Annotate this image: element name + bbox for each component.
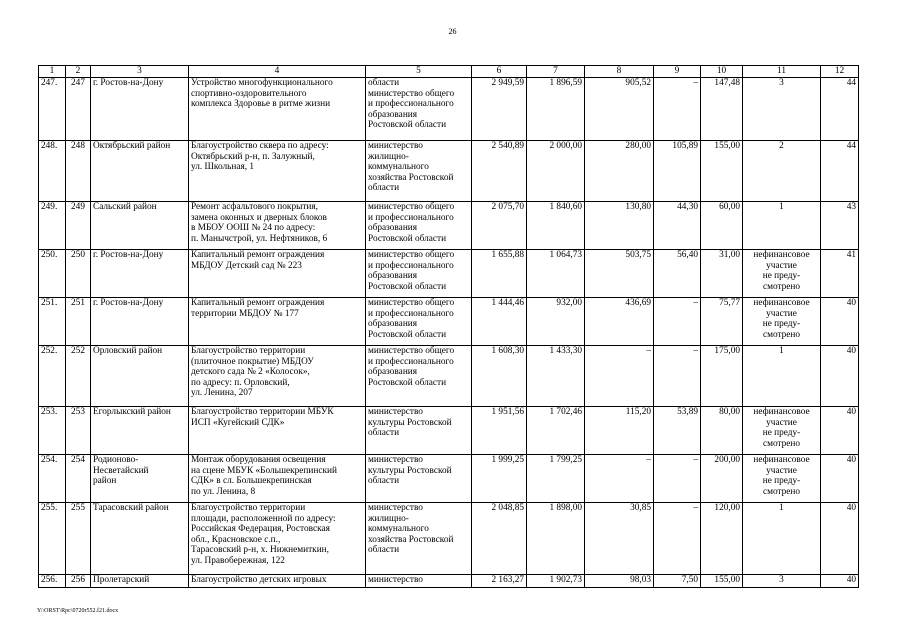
participation-cell: 1	[743, 202, 821, 250]
participation-cell: 2	[743, 141, 821, 202]
amount-local-cell: 436,69	[585, 298, 654, 346]
participation-cell: нефинансовое участие не преду- смотрено	[743, 455, 821, 503]
table-row	[39, 503, 859, 575]
ministry-cell: министерство общего и профессионального образования Ростовской области	[366, 202, 472, 250]
work-description-cell: Ремонт асфальтового покрытия, замена оконных и дверных блоков в МБОУ ООШ № 24 по адресу: п. Манычстрой, ул. Нефтяников, 6	[189, 202, 366, 250]
row-number-cell: 248.	[39, 141, 66, 202]
ministry-cell: министерство общего и профессионального образования Ростовской области	[366, 346, 472, 407]
participation-cell: нефинансовое участие не преду- смотрено	[743, 250, 821, 298]
ministry-cell: министерство культуры Ростовской области	[366, 407, 472, 455]
ordinal-cell: 251	[66, 298, 91, 346]
row-number-cell: 251.	[39, 298, 66, 346]
district-cell: Орловский район	[91, 346, 189, 407]
participation-cell: 3	[743, 78, 821, 141]
amount-extra-cell: 53,89	[654, 407, 701, 455]
district-cell: г. Ростов-на-Дону	[91, 250, 189, 298]
amount-total-cell: 2 949,59	[472, 78, 527, 141]
col-header: 5	[366, 66, 472, 78]
amount-population-cell: 75,77	[701, 298, 743, 346]
amount-extra-cell: 44,30	[654, 202, 701, 250]
amount-total-cell: 1 999,25	[472, 455, 527, 503]
amount-regional-cell: 1 433,30	[527, 346, 585, 407]
amount-total-cell: 1 608,30	[472, 346, 527, 407]
col-header: 1	[39, 66, 66, 78]
work-description-cell: Капитальный ремонт ограждения территории МБДОУ № 177	[189, 298, 366, 346]
score-cell: 40	[821, 455, 859, 503]
amount-total-cell: 1 655,88	[472, 250, 527, 298]
row-number-cell: 253.	[39, 407, 66, 455]
amount-regional-cell: 1 902,73	[527, 575, 585, 588]
amount-local-cell: –	[585, 346, 654, 407]
amount-population-cell: 31,00	[701, 250, 743, 298]
column-number-row	[39, 66, 859, 78]
ministry-cell: министерство жилищно- коммунального хозяйства Ростовской области	[366, 141, 472, 202]
row-number-cell: 255.	[39, 503, 66, 575]
score-cell: 44	[821, 78, 859, 141]
ordinal-cell: 256	[66, 575, 91, 588]
amount-extra-cell: 56,40	[654, 250, 701, 298]
work-description-cell: Благоустройство территории площади, расположенной по адресу: Российская Федерация, Ростовская обл., Красновское с.п., Тарасовский р-н, х. Нижнемиткин, ул. Правобережная, 122	[189, 503, 366, 575]
ordinal-cell: 254	[66, 455, 91, 503]
col-header: 2	[66, 66, 91, 78]
amount-regional-cell: 1 840,60	[527, 202, 585, 250]
col-header: 7	[527, 66, 585, 78]
district-cell: Пролетарский	[91, 575, 189, 588]
score-cell: 40	[821, 298, 859, 346]
work-description-cell: Капитальный ремонт ограждения МБДОУ Детский сад № 223	[189, 250, 366, 298]
score-cell: 40	[821, 503, 859, 575]
participation-cell: 1	[743, 503, 821, 575]
amount-local-cell: 503,75	[585, 250, 654, 298]
amount-local-cell: 280,00	[585, 141, 654, 202]
col-header: 9	[654, 66, 701, 78]
ministry-cell: министерство	[366, 575, 472, 588]
district-cell: Тарасовский район	[91, 503, 189, 575]
amount-regional-cell: 1 896,59	[527, 78, 585, 141]
ministry-cell: министерство общего и профессионального образования Ростовской области	[366, 250, 472, 298]
col-header: 11	[743, 66, 821, 78]
row-number-cell: 252.	[39, 346, 66, 407]
amount-total-cell: 1 444,46	[472, 298, 527, 346]
amount-total-cell: 2 540,89	[472, 141, 527, 202]
row-number-cell: 254.	[39, 455, 66, 503]
ordinal-cell: 250	[66, 250, 91, 298]
col-header: 4	[189, 66, 366, 78]
amount-extra-cell: –	[654, 503, 701, 575]
table-row	[39, 575, 859, 588]
ministry-cell: области министерство общего и профессионального образования Ростовской области	[366, 78, 472, 141]
amount-regional-cell: 1 799,25	[527, 455, 585, 503]
participation-cell: 1	[743, 346, 821, 407]
amount-population-cell: 147,48	[701, 78, 743, 141]
table-row	[39, 407, 859, 455]
district-cell: Егорлыкский район	[91, 407, 189, 455]
work-description-cell: Благоустройство территории (плиточное покрытие) МБДОУ детского сада № 2 «Колосок», по адресу: п. Орловский, ул. Ленина, 207	[189, 346, 366, 407]
table-row	[39, 298, 859, 346]
amount-regional-cell: 2 000,00	[527, 141, 585, 202]
row-number-cell: 250.	[39, 250, 66, 298]
program-table	[38, 65, 859, 588]
ministry-cell: министерство жилищно- коммунального хозяйства Ростовской области	[366, 503, 472, 575]
table-row	[39, 141, 859, 202]
amount-extra-cell: –	[654, 455, 701, 503]
work-description-cell: Благоустройство территории МБУК ИСП «Кугейский СДК»	[189, 407, 366, 455]
score-cell: 40	[821, 407, 859, 455]
score-cell: 40	[821, 346, 859, 407]
ordinal-cell: 255	[66, 503, 91, 575]
amount-total-cell: 2 048,85	[472, 503, 527, 575]
table-row	[39, 346, 859, 407]
amount-population-cell: 200,00	[701, 455, 743, 503]
amount-regional-cell: 1 702,46	[527, 407, 585, 455]
amount-total-cell: 2 163,27	[472, 575, 527, 588]
ordinal-cell: 249	[66, 202, 91, 250]
ordinal-cell: 253	[66, 407, 91, 455]
amount-total-cell: 2 075,70	[472, 202, 527, 250]
amount-population-cell: 60,00	[701, 202, 743, 250]
ordinal-cell: 252	[66, 346, 91, 407]
amount-population-cell: 155,00	[701, 575, 743, 588]
col-header: 8	[585, 66, 654, 78]
amount-total-cell: 1 951,56	[472, 407, 527, 455]
amount-local-cell: 30,85	[585, 503, 654, 575]
amount-local-cell: 115,20	[585, 407, 654, 455]
ordinal-cell: 248	[66, 141, 91, 202]
work-description-cell: Устройство многофункционального спортивно-оздоровительного комплекса Здоровье в ритме жизни	[189, 78, 366, 141]
amount-extra-cell: 7,50	[654, 575, 701, 588]
participation-cell: 3	[743, 575, 821, 588]
amount-local-cell: 98,03	[585, 575, 654, 588]
score-cell: 44	[821, 141, 859, 202]
amount-local-cell: 130,80	[585, 202, 654, 250]
amount-local-cell: 905,52	[585, 78, 654, 141]
col-header: 6	[472, 66, 527, 78]
col-header: 10	[701, 66, 743, 78]
amount-extra-cell: –	[654, 78, 701, 141]
district-cell: Родионово- Несветайский район	[91, 455, 189, 503]
score-cell: 41	[821, 250, 859, 298]
amount-population-cell: 120,00	[701, 503, 743, 575]
ministry-cell: министерство культуры Ростовской области	[366, 455, 472, 503]
participation-cell: нефинансовое участие не преду- смотрено	[743, 407, 821, 455]
work-description-cell: Монтаж оборудования освещения на сцене МБУК «Большекрепинский СДК» в сл. Большекрепинская по ул. Ленина, 8	[189, 455, 366, 503]
row-number-cell: 247.	[39, 78, 66, 141]
district-cell: Октябрьский район	[91, 141, 189, 202]
col-header: 3	[91, 66, 189, 78]
amount-local-cell: –	[585, 455, 654, 503]
row-number-cell: 249.	[39, 202, 66, 250]
amount-population-cell: 175,00	[701, 346, 743, 407]
row-number-cell: 256.	[39, 575, 66, 588]
district-cell: Сальский район	[91, 202, 189, 250]
table-row	[39, 250, 859, 298]
work-description-cell: Благоустройство сквера по адресу: Октябрьский р-н, п. Залужный, ул. Школьная, 1	[189, 141, 366, 202]
ordinal-cell: 247	[66, 78, 91, 141]
table-row	[39, 455, 859, 503]
amount-population-cell: 80,00	[701, 407, 743, 455]
amount-regional-cell: 1 064,73	[527, 250, 585, 298]
amount-extra-cell: –	[654, 346, 701, 407]
district-cell: г. Ростов-на-Дону	[91, 78, 189, 141]
participation-cell: нефинансовое участие не преду- смотрено	[743, 298, 821, 346]
amount-extra-cell: 105,89	[654, 141, 701, 202]
amount-extra-cell: –	[654, 298, 701, 346]
table-row	[39, 78, 859, 141]
district-cell: г. Ростов-на-Дону	[91, 298, 189, 346]
col-header: 12	[821, 66, 859, 78]
amount-regional-cell: 932,00	[527, 298, 585, 346]
amount-regional-cell: 1 898,00	[527, 503, 585, 575]
amount-population-cell: 155,00	[701, 141, 743, 202]
ministry-cell: министерство общего и профессионального образования Ростовской области	[366, 298, 472, 346]
score-cell: 43	[821, 202, 859, 250]
work-description-cell: Благоустройство детских игровых	[189, 575, 366, 588]
file-path-footer: Y:\ORST\Rpc\0720r552.f21.docx	[37, 608, 119, 614]
score-cell: 40	[821, 575, 859, 588]
page-number: 26	[448, 27, 457, 36]
table-row	[39, 202, 859, 250]
